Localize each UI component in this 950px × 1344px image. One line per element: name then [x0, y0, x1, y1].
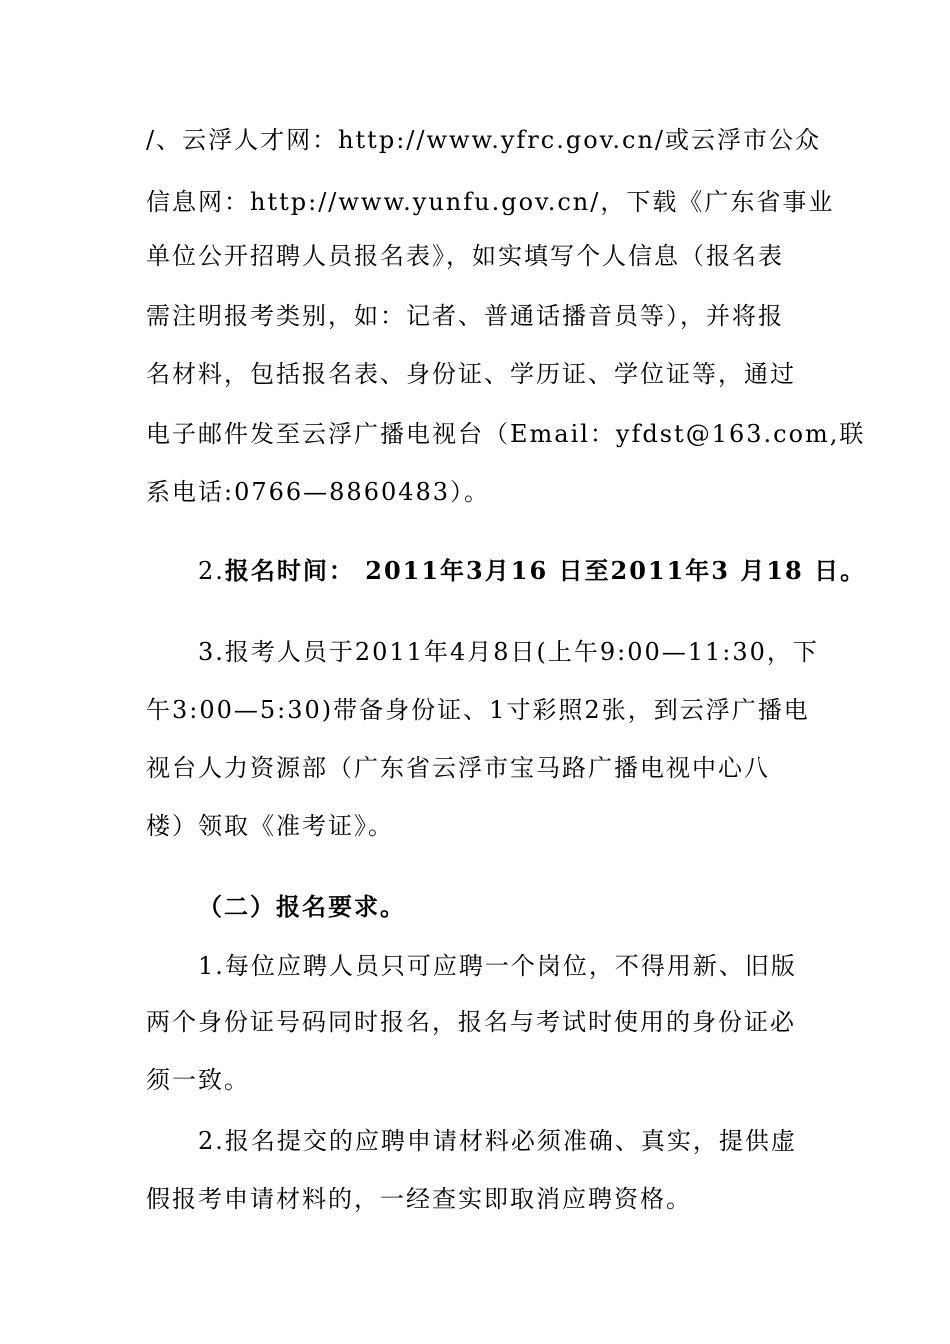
registration-time-text: 报名时间： 2011年3月16 日至2011年3 月18 日。: [224, 556, 867, 585]
body-text-line: 需注明报考类别，如：记者、普通话播音员等），并将报: [146, 302, 784, 330]
body-text-line: 须一致。: [146, 1066, 250, 1094]
body-text-line: 1.每位应聘人员只可应聘一个岗位，不得用新、旧版: [198, 952, 797, 980]
body-text-line: 2.报名提交的应聘申请材料必须准确、真实，提供虚: [198, 1127, 797, 1155]
body-text-line: /、云浮人才网：http://www.yfrc.gov.cn/或云浮市公众: [146, 126, 821, 154]
body-text-line: 信息网：http://www.yunfu.gov.cn/，下载《广东省事业: [146, 188, 835, 216]
body-text-line: 两个身份证号码同时报名，报名与考试时使用的身份证必: [146, 1008, 796, 1036]
item-number: 2.: [198, 557, 225, 585]
body-text-line: 视台人力资源部（广东省云浮市宝马路广播电视中心八: [146, 754, 770, 782]
body-text-line: 3.报考人员于2011年4月8日(上午9:00—11:30，下: [198, 638, 819, 666]
body-text-line: 单位公开招聘人员报名表》，如实填写个人信息（报名表: [146, 242, 784, 270]
body-text-line: 楼）领取《准考证》。: [146, 812, 394, 840]
body-text-line: 电子邮件发至云浮广播电视台（Email：yfdst@163.com,联: [146, 420, 866, 448]
body-text-line: 午3:00—5:30)带备身份证、1寸彩照2张，到云浮广播电: [146, 696, 810, 724]
section-heading: （二）报名要求。: [198, 892, 406, 921]
body-text-line: 名材料，包括报名表、身份证、学历证、学位证等，通过: [146, 360, 796, 388]
registration-time-line: [198, 555, 867, 587]
body-text-line: 系电话:0766—8860483）。: [146, 478, 491, 506]
body-text-line: 假报考申请材料的，一经查实即取消应聘资格。: [146, 1185, 692, 1213]
